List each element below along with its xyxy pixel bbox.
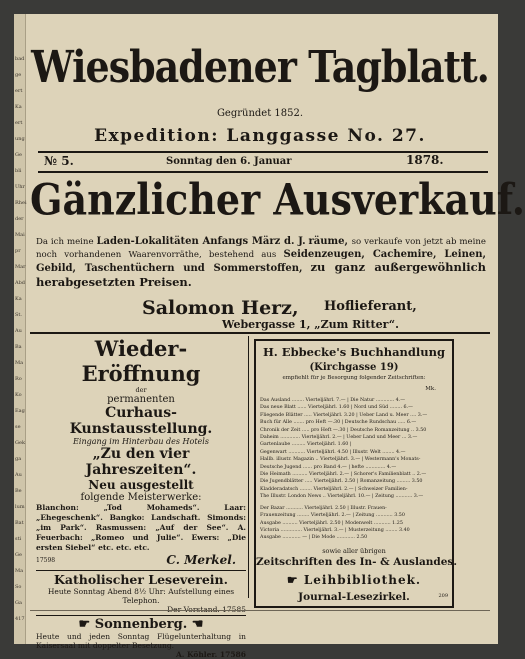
bookshop-listing-row: Buch für Alle ....... pro Heft —.30 | Deutsche Rundschau ..... 6.— xyxy=(260,420,417,426)
bookshop-listing-row: Frauenzeitung ........ Vierteljährl. 2.— | Zeitung ........... 3.50 xyxy=(260,513,405,519)
bookshop-street: (Kirchgasse 19) xyxy=(309,362,399,373)
bookshop-listing-row: Ausgabe ............ — | Die Mode ............ 2.50 xyxy=(260,535,368,541)
bookshop-listing-row: Daheim ............. Vierteljährl. 2.— | Ueber Land und Meer ... 3.— xyxy=(260,435,418,441)
left-rule-2 xyxy=(36,615,246,616)
issue-year: 1878. xyxy=(406,153,444,167)
sonnenberg-place: Sonnenberg. xyxy=(94,617,188,632)
merchant-address: Webergasse 1, „Zum Ritter“. xyxy=(222,318,399,331)
margin-fragment: So xyxy=(15,584,22,590)
margin-fragment: Au xyxy=(15,328,22,334)
bookshop-also: sowie aller übrigen xyxy=(322,547,386,555)
margin-fragment: Uhr xyxy=(15,184,25,190)
margin-fragment: Ma xyxy=(15,360,24,366)
bookshop-ad xyxy=(254,339,457,608)
sale-body-text-2: räume, xyxy=(308,236,352,247)
exhibition-title: Wieder-Eröffnung xyxy=(81,336,201,386)
margin-fragment: Rhei xyxy=(15,200,27,206)
margin-fragment: Ka xyxy=(15,296,22,302)
exhibition-ref: 17598 xyxy=(36,557,56,564)
bookshop-listing-row: Deutsche Jugend ...... pro Band 4.— | hefte ............. 4.— xyxy=(260,464,397,470)
margin-fragment: ert xyxy=(15,88,23,94)
margin-fragment: Au xyxy=(15,472,22,478)
pointing-hand-icon: ☚ xyxy=(191,617,204,632)
exhibition-artists: Blanchon: „Tod Mohameds“. Laar: „Ehegeschenk“. Bangko: Landschaft. Simonds: „im Park“. Rasmussen: „Auf der See“. A. Feuerbach: „Romeo und Julie“. Ewers: „Die ersten Siebel“ etc. etc. etc. xyxy=(36,503,246,552)
exhibition-works-label: folgende Meisterwerke: xyxy=(80,492,202,503)
margin-fragment: Mai xyxy=(15,232,25,238)
exhibition-signature: C. Merkel. xyxy=(166,553,236,567)
margin-fragment: St. xyxy=(15,312,23,318)
margin-fragment: bli xyxy=(15,168,22,174)
exhibition-name: Curhaus-Kunstausstellung. xyxy=(69,405,213,437)
society-line-1: Heute Sonntag Abend 8½ Uhr: Aufstellung eines Telephon. xyxy=(47,587,235,605)
margin-fragment: Ba xyxy=(15,344,22,350)
margin-fragment: Ro xyxy=(15,376,22,382)
merchant-title: Hoflieferant, xyxy=(324,299,417,314)
margin-fragment: lum xyxy=(15,504,25,510)
margin-fragment: pr xyxy=(15,248,21,254)
sale-body xyxy=(36,236,486,290)
margin-fragment: Bat xyxy=(15,520,24,526)
issue-number: № 5. xyxy=(44,154,74,168)
pointing-hand-icon: ☛ xyxy=(286,573,299,587)
margin-fragment: ung xyxy=(15,136,25,142)
bookshop-magazines: Zeitschriften des In- & Auslandes. xyxy=(256,556,457,568)
left-margin-bleed xyxy=(14,14,26,644)
bookshop-ref: 209 xyxy=(438,593,448,599)
sonnenberg-owner: A. Köhler. 17586 xyxy=(175,650,246,659)
exhibition-der: der xyxy=(135,386,147,394)
bookshop-listing-row: Das Ausland ........ Vierteljährl. 7.— | Die Natur ............ 4.— xyxy=(260,398,406,403)
sale-body-bold-2: Seidenzeugen, Cachemire, Leinen, Gebild, Taschentüchern und Sommerstoffen, xyxy=(36,248,486,274)
bookshop-library: Leihbibliothek. xyxy=(303,573,422,587)
bookshop-listing-row: Die Heimath .......... Vierteljährl. 2.— | Schorer's Familienblatt .. 2.— xyxy=(260,472,427,478)
sale-body-bold-1: Laden-Lokalitäten Anfangs März d. J. xyxy=(96,236,306,247)
bookshop-title: H. Ebbecke's Buchhandlung xyxy=(262,345,446,359)
bookshop-listing-row: Gegenwart ........... Vierteljährl. 4.50 | Illustr. Welt ........ 4.— xyxy=(260,449,406,455)
bookshop-listings xyxy=(260,397,448,542)
margin-fragment: Ge xyxy=(15,552,22,558)
sonnenberg-line: Heute und jeden Sonntag Flügelunterhaltung in Kaisersaal mit doppelter Besetzung. xyxy=(36,632,246,650)
bookshop-listing-row: The Illustr. London News .. Vierteljährl. 10.— | Zeitung ........... 3.— xyxy=(260,494,424,500)
sale-body-bold-3: zu ganz außergewöhnlich herabgesetzten Preisen. xyxy=(36,260,486,289)
margin-fragment: sti xyxy=(15,536,22,542)
masthead-rule-bottom xyxy=(38,171,488,173)
margin-fragment: Abd xyxy=(15,280,26,286)
section-rule xyxy=(30,332,490,334)
bookshop-listing-row: Der Bazar ........... Vierteljährl. 2.50 | Illustr. Frauen- xyxy=(260,505,387,511)
bookshop-listing-row: Hallb. illustr. Magazin .. Vierteljährl. 3.— | Westermann's Monats- xyxy=(260,457,421,463)
margin-fragment: Ga xyxy=(15,600,22,606)
sonnenberg-title xyxy=(36,617,246,632)
column-divider xyxy=(248,336,249,598)
expedition-line: Expedition: Langgasse No. 27. xyxy=(94,126,426,146)
bookshop-listing-row: Chronik der Zeit ..... pro Heft —.30 | Deutsche Romanzeitung .. 3.50 xyxy=(260,427,427,433)
bookshop-listing-row: Die Jugendblätter ..... Vierteljährl. 2.50 | Romanzeitung ......... 3.50 xyxy=(260,479,423,485)
margin-fragment: 417 xyxy=(15,616,25,622)
margin-fragment: ge xyxy=(15,72,22,78)
bookshop-listing-row: Gartenlaube ......... Vierteljährl. 1.60 | xyxy=(260,442,352,448)
bottom-rule xyxy=(30,610,490,611)
bookshop-listing-row: Kladderadatsch ........ Vierteljährl. 2.— | Schweizer Familien- xyxy=(260,486,408,492)
margin-fragment: Ko xyxy=(15,392,22,398)
margin-fragment: Ge xyxy=(15,152,22,158)
merchant-name: Salomon Herz, xyxy=(142,297,299,319)
bookshop-listing-row: Fliegende Blätter ..... Vierteljährl. 3.20 | Ueber Land u. Meer .... 3.— xyxy=(260,412,428,418)
margin-fragment: Mar xyxy=(15,264,26,270)
margin-fragment: ert xyxy=(15,120,23,126)
margin-fragment: Ka xyxy=(15,104,22,110)
founded-line: Gegründet 1852. xyxy=(216,108,304,119)
society-title: Katholischer Leseverein. xyxy=(54,572,228,587)
sale-body-text-3: so verkaufe von jetzt ab meine noch vorhandenen Waarenvorräthe, bestehend aus xyxy=(36,237,486,260)
margin-fragment: se xyxy=(15,424,21,430)
bookshop-reading-circle: Journal-Lesezirkel. xyxy=(298,591,410,603)
exhibition-entrance: Eingang im Hinterbau des Hotels xyxy=(73,437,209,446)
bookshop-recommends: empfiehlt für je Besorgung folgender Zeitschriften: xyxy=(282,375,426,381)
margin-fragment: ga xyxy=(15,456,22,462)
margin-fragment: Gek xyxy=(15,440,25,446)
left-rule-1 xyxy=(36,570,246,571)
margin-fragment: Ma xyxy=(15,568,24,574)
margin-fragment: Be xyxy=(15,488,22,494)
margin-fragment: der xyxy=(15,216,24,222)
issue-date: Sonntag den 6. Januar xyxy=(166,156,292,167)
bookshop-listing-row: Ausgabe .......... Vierteljährl. 2.50 | Modenwelt ........... 1.25 xyxy=(260,520,403,526)
bookshop-listing-row: Victoria .............. Vierteljährl. 3.— | Musterzeitung ........ 3.40 xyxy=(260,527,410,533)
exhibition-permanent: permanenten xyxy=(107,394,175,405)
exhibition-footer xyxy=(36,553,246,569)
exhibition-new-label: Neu ausgestellt xyxy=(88,478,194,492)
sale-body-text-1: Da ich meine xyxy=(36,237,97,247)
pointing-hand-icon: ☛ xyxy=(78,617,91,632)
bookshop-library-row xyxy=(256,573,452,587)
margin-fragment: Eag xyxy=(15,408,25,414)
masthead-title: Wiesbadener Tagblatt. xyxy=(31,40,489,93)
margin-fragment: bad xyxy=(15,56,25,62)
bookshop-listing-row: Das neue Blatt ...... Vierteljährl. 1.60 | Nord und Süd ........ 6.— xyxy=(260,405,413,411)
sale-headline: Gänzlicher Ausverkauf. xyxy=(30,174,525,225)
newspaper-page xyxy=(14,14,525,659)
bookshop-col-head: Mk. xyxy=(425,386,436,392)
exhibition-hotel: „Zu den vier Jahreszeiten“. xyxy=(85,446,197,478)
